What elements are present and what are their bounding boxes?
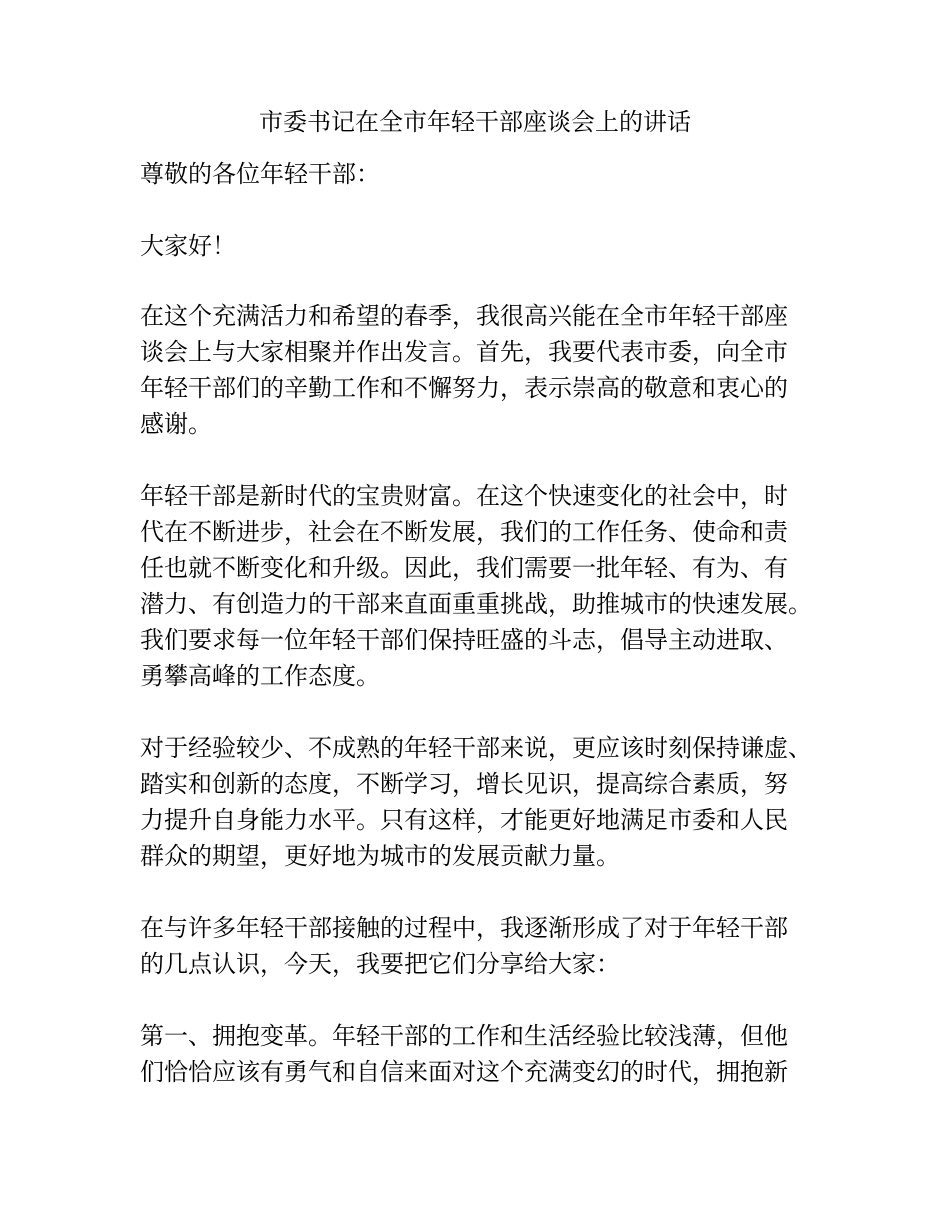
paragraph-line: 潜力、有创造力的干部来直面重重挑战，助推城市的快速发展。 (140, 590, 812, 618)
paragraph-line: 第一、拥抱变革。年轻干部的工作和生活经验比较浅薄，但他 (140, 1022, 788, 1050)
paragraph-line: 谈会上与大家相聚并作出发言。首先，我要代表市委，向全市 (140, 338, 788, 366)
paragraph-3 (140, 730, 812, 874)
greeting-line: 尊敬的各位年轻干部： (140, 160, 380, 188)
paragraph-line: 感谢。 (140, 410, 212, 438)
paragraph-line: 在与许多年轻干部接触的过程中，我逐渐形成了对于年轻干部 (140, 914, 788, 942)
paragraph-line: 年轻干部是新时代的宝贵财富。在这个快速变化的社会中，时 (140, 482, 788, 510)
paragraph-line: 们恰恰应该有勇气和自信来面对这个充满变幻的时代，拥抱新 (140, 1058, 788, 1086)
paragraph-line: 勇攀高峰的工作态度。 (140, 662, 380, 690)
paragraph-1 (140, 298, 812, 442)
paragraph-line: 群众的期望，更好地为城市的发展贡献力量。 (140, 842, 620, 870)
paragraph-line: 力提升自身能力水平。只有这样，才能更好地满足市委和人民 (140, 806, 788, 834)
hello-line-block (140, 228, 812, 264)
paragraph-line: 的几点认识，今天，我要把它们分享给大家： (140, 950, 620, 978)
paragraph-line: 代在不断进步，社会在不断发展，我们的工作任务、使命和责 (140, 518, 788, 546)
paragraph-line: 对于经验较少、不成熟的年轻干部来说，更应该时刻保持谦虚、 (140, 734, 812, 762)
paragraph-line: 我们要求每一位年轻干部们保持旺盛的斗志，倡导主动进取、 (140, 626, 788, 654)
paragraph-2 (140, 478, 812, 694)
paragraph-line: 在这个充满活力和希望的春季，我很高兴能在全市年轻干部座 (140, 302, 788, 330)
paragraph-line: 踏实和创新的态度，不断学习，增长见识，提高综合素质，努 (140, 770, 788, 798)
paragraph-line: 年轻干部们的辛勤工作和不懈努力，表示崇高的敬意和衷心的 (140, 374, 788, 402)
paragraph-5 (140, 1018, 812, 1090)
hello-line: 大家好！ (140, 232, 236, 260)
document-title: 市委书记在全市年轻干部座谈会上的讲话 (259, 108, 691, 136)
greeting (140, 156, 812, 192)
paragraph-4 (140, 910, 812, 982)
paragraph-line: 任也就不断变化和升级。因此，我们需要一批年轻、有为、有 (140, 554, 788, 582)
